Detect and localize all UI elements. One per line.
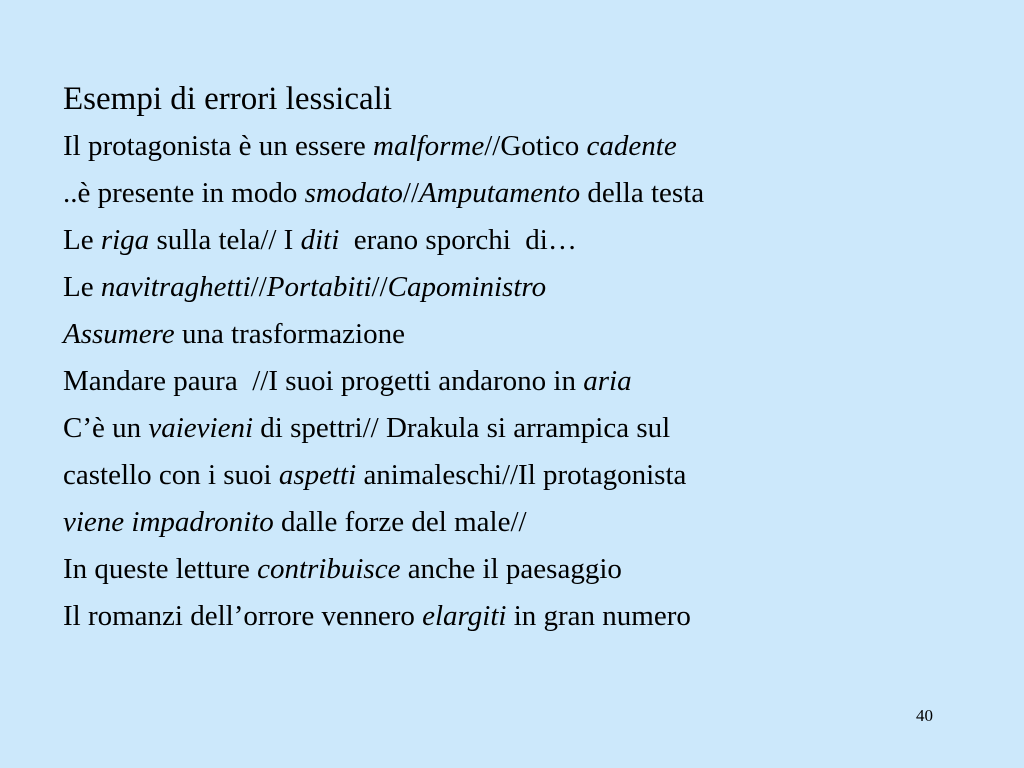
line-text: ..è presente in modo [63, 177, 305, 209]
italic-error-word: smodato [304, 177, 403, 209]
example-lines [63, 123, 983, 640]
italic-error-word: aria [583, 365, 632, 397]
line-text: Le [63, 271, 101, 303]
italic-error-word: viene impadronito [63, 506, 274, 538]
italic-error-word: riga [100, 224, 150, 256]
line-text: dalle forze del male// [273, 506, 527, 538]
italic-error-word: Portabiti [266, 271, 372, 303]
italic-error-word: contribuisce [257, 553, 401, 585]
line-text: una trasformazione [174, 318, 405, 350]
line-text: In queste letture [63, 553, 258, 585]
page-number: 40 [916, 706, 933, 725]
example-line [63, 593, 983, 640]
example-line [63, 405, 983, 452]
italic-error-word: Capoministro [387, 271, 547, 303]
example-line [63, 123, 983, 170]
line-text: animaleschi//Il protagonista [356, 459, 687, 491]
italic-error-word: cadente [586, 130, 677, 162]
example-line [63, 170, 983, 217]
example-line [63, 546, 983, 593]
italic-error-word: navitraghetti [100, 271, 251, 303]
example-line [63, 452, 983, 499]
italic-error-word: Amputamento [419, 177, 581, 209]
line-text: Il romanzi dell’orrore vennero [63, 600, 423, 632]
line-text: //Gotico [484, 130, 587, 162]
line-text: // [371, 271, 388, 303]
example-line [63, 264, 983, 311]
slide-body [63, 76, 983, 640]
slide-title: Esempi di errori lessicali [63, 81, 392, 117]
example-line [63, 358, 983, 405]
italic-error-word: aspetti [278, 459, 357, 491]
line-text: anche il paesaggio [400, 553, 622, 585]
line-text: sulla tela// I [149, 224, 301, 256]
line-text: castello con i suoi [63, 459, 279, 491]
example-line [63, 217, 983, 264]
line-text: della testa [580, 177, 705, 209]
example-line [63, 311, 983, 358]
line-text: erano sporchi di… [339, 224, 577, 256]
line-text: in gran numero [506, 600, 691, 632]
italic-error-word: diti [300, 224, 340, 256]
italic-error-word: Assumere [63, 318, 175, 350]
line-text: Le [63, 224, 101, 256]
example-line [63, 499, 983, 546]
italic-error-word: vaievieni [148, 412, 254, 444]
line-text: di spettri// Drakula si arrampica sul [253, 412, 671, 444]
italic-error-word: elargiti [422, 600, 507, 632]
line-text: // [402, 177, 420, 209]
italic-error-word: malforme [373, 130, 485, 162]
line-text: // [250, 271, 267, 303]
line-text: Mandare paura //I suoi progetti andarono in [63, 365, 584, 397]
line-text: C’è un [63, 412, 149, 444]
line-text: Il protagonista è un essere [63, 130, 374, 162]
